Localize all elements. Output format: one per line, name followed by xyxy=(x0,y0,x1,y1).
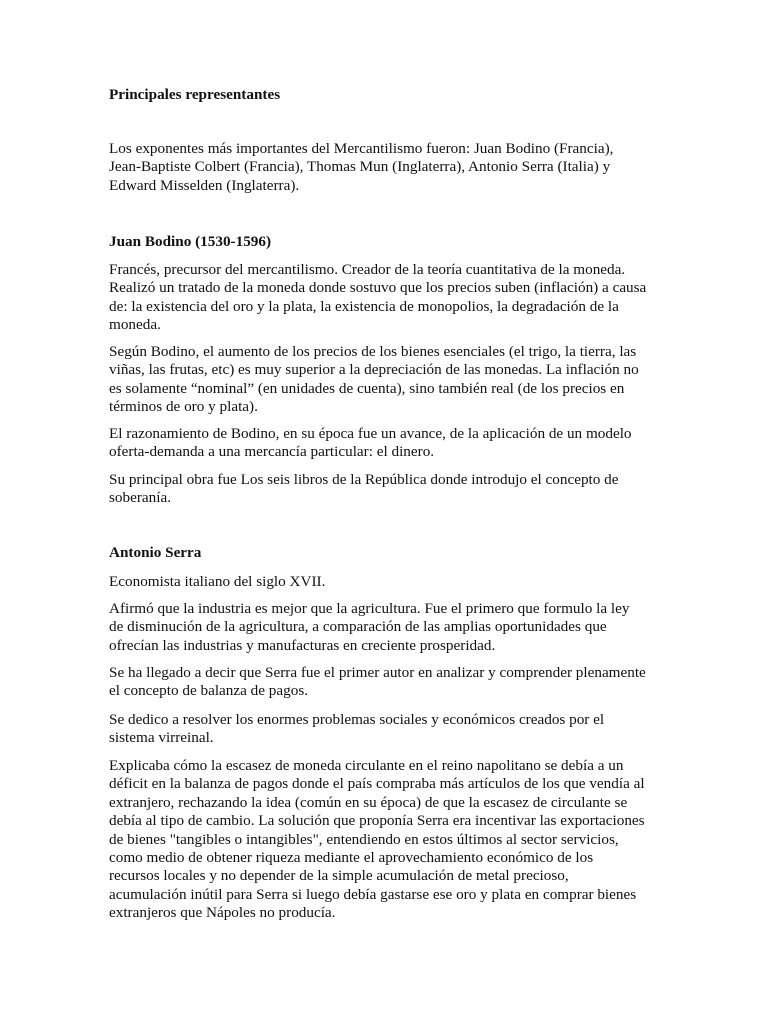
text-line: Economista italiano del siglo XVII. xyxy=(109,573,326,590)
text-line: de: la existencia del oro y la plata, la existencia de monopolios, la degradación de la xyxy=(109,297,619,315)
text-line: extranjeros que Nápoles no producía. xyxy=(109,904,336,922)
text-line: de disminución de la agricultura, a comparación de las amplias oportunidades que xyxy=(109,618,607,636)
text-line: debía al tipo de cambio. La solución que proponía Serra era incentivar las exportaciones xyxy=(109,812,645,830)
text-line: sistema virreinal. xyxy=(109,729,214,747)
text-line: El razonamiento de Bodino, en su época fue un avance, de la aplicación de un modelo xyxy=(109,425,632,442)
section-heading-principales-representantes: Principales representantes xyxy=(109,86,281,103)
paragraph-serra-balanza xyxy=(109,664,646,701)
text-line: soberanía. xyxy=(109,489,171,507)
text-line: Explicaba cómo la escasez de moneda circulante en el reino napolitano se debía a un xyxy=(109,757,624,774)
text-line: Se dedico a resolver los enormes problemas sociales y económicos creados por el xyxy=(109,711,605,728)
paragraph-serra-problemas xyxy=(109,711,604,748)
text-line: es solamente “nominal” (en unidades de cuenta), sino también real (de los precios en xyxy=(109,379,625,397)
text-line: términos de oro y plata). xyxy=(109,398,258,416)
text-line: de bienes "tangibles o intangibles", entendiendo en estos últimos al sector servicios, xyxy=(109,830,619,848)
text-line: Jean-Baptiste Colbert (Francia), Thomas Mun (Inglaterra), Antonio Serra (Italia) y xyxy=(109,158,611,176)
text-line: ofrecían las industrias y manufacturas en creciente prosperidad. xyxy=(109,636,496,654)
paragraph-exponentes xyxy=(109,140,613,195)
section-heading-antonio-serra: Antonio Serra xyxy=(109,544,202,561)
text-line: el concepto de balanza de pagos. xyxy=(109,682,309,700)
paragraph-serra-explicaba xyxy=(109,757,645,923)
paragraph-serra-economista xyxy=(109,573,325,591)
paragraph-bodino-obra xyxy=(109,471,619,508)
text-line: Realizó un tratado de la moneda donde sostuvo que los precios suben (inflación) a causa xyxy=(109,279,647,297)
text-line: déficit en la balanza de pagos donde el país compraba más artículos de los que vendía al xyxy=(109,775,645,793)
paragraph-bodino-frances xyxy=(109,261,646,335)
text-line: como medio de obtener riqueza mediante el aprovechamiento económico de los xyxy=(109,849,594,867)
text-line: Los exponentes más importantes del Mercantilismo fueron: Juan Bodino (Francia), xyxy=(109,140,614,157)
text-line: Según Bodino, el aumento de los precios de los bienes esenciales (el trigo, la tierra, las xyxy=(109,343,637,360)
text-line: recursos locales y no depender de la simple acumulación de metal precioso, xyxy=(109,867,569,885)
text-line: Edward Misselden (Inglaterra). xyxy=(109,176,300,194)
paragraph-serra-industria xyxy=(109,600,629,655)
text-line: viñas, las frutas, etc) es muy superior a la depreciación de las monedas. La inflación no xyxy=(109,361,639,379)
text-line: moneda. xyxy=(109,316,161,334)
section-heading-juan-bodino: Juan Bodino (1530-1596) xyxy=(109,233,272,250)
text-line: Su principal obra fue Los seis libros de la República donde introdujo el concepto de xyxy=(109,471,619,488)
text-line: oferta-demanda a una mercancía particular: el dinero. xyxy=(109,443,435,461)
text-line: acumulación inútil para Serra si luego debía gastarse ese oro y plata en comprar bienes xyxy=(109,885,637,903)
text-line: extranjero, rechazando la idea (común en su época) de que la escasez de circulante se xyxy=(109,793,628,811)
text-line: Francés, precursor del mercantilismo. Creador de la teoría cuantitativa de la moneda. xyxy=(109,261,626,278)
paragraph-bodino-precios xyxy=(109,343,639,417)
paragraph-bodino-razonamiento xyxy=(109,425,632,462)
text-line: Se ha llegado a decir que Serra fue el primer autor en analizar y comprender plenamente xyxy=(109,664,646,681)
text-line: Afirmó que la industria es mejor que la agricultura. Fue el primero que formulo la ley xyxy=(109,600,630,617)
